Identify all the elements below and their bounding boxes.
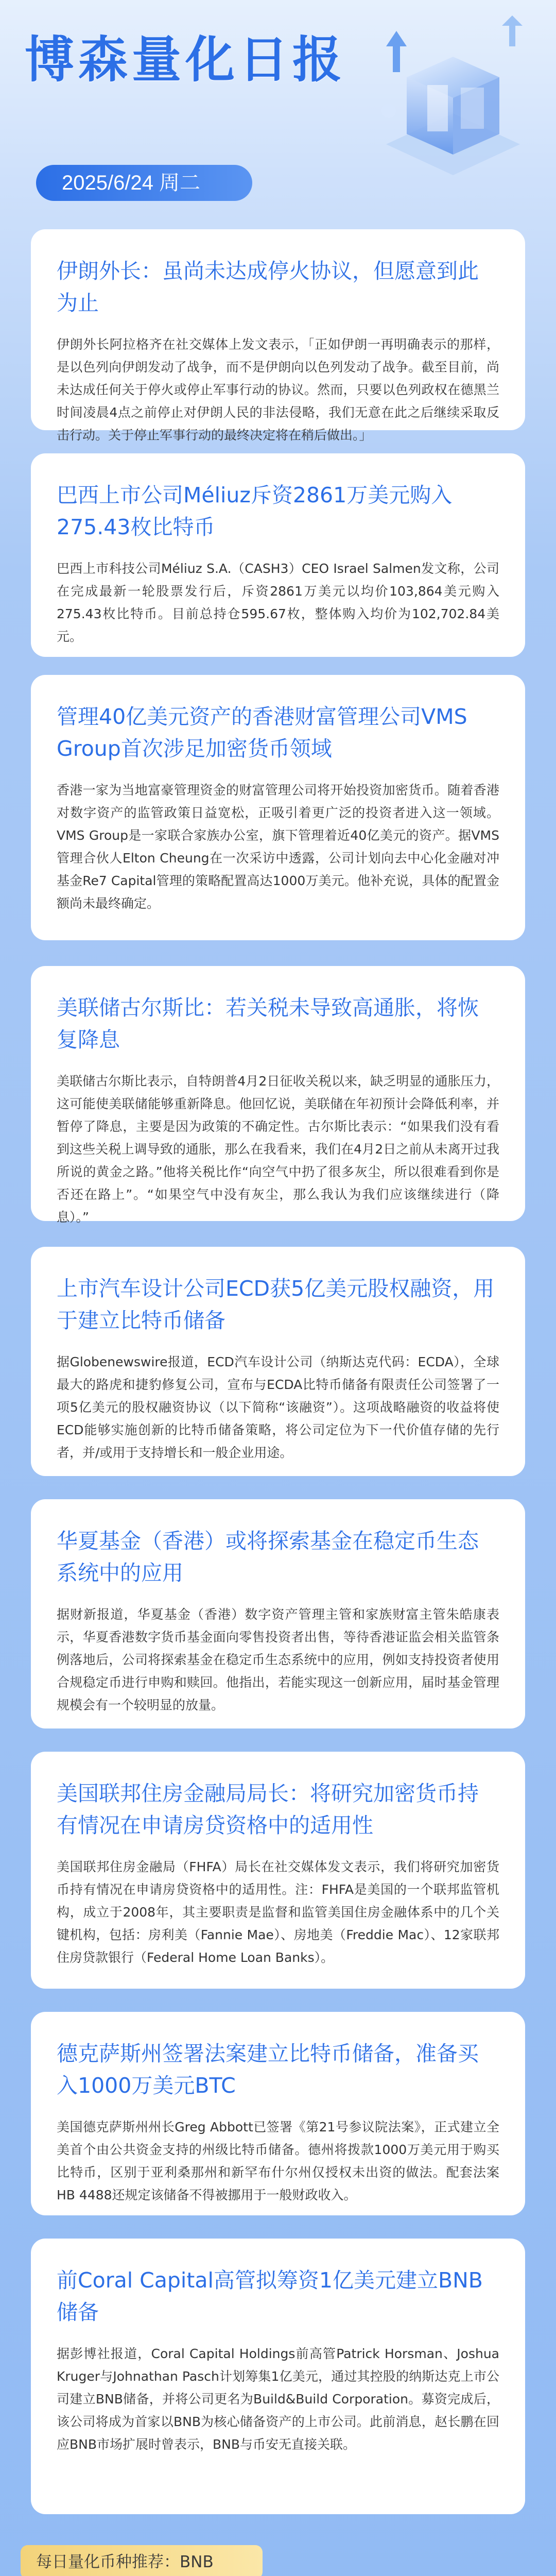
article-card [31,1499,525,1728]
article-title: 上市汽车设计公司ECD获5亿美元股权融资，用于建立比特币储备 [57,1276,495,1333]
article-title: 华夏基金（香港）或将探索基金在稳定币生态系统中的应用 [57,1529,479,1585]
daily-coin-recommendation: 每日量化币种推荐：BNB [21,2545,263,2576]
article-card [31,229,525,443]
article-body: 美国德克萨斯州州长Greg Abbott已签署《第21号参议院法案》，正式建立全美首个由公共资金支持的州级比特币储备。德州将拨款1000万美元用于购买比特币，区别于亚利桑那州和新罕布什尔州仅授权未出资的做法。配套法案HB 4488还规定该储备不得被挪用于一般财政收入。 [57,2120,499,2202]
article-body: 伊朗外长阿拉格齐在社交媒体上发文表示，「正如伊朗一再明确表示的那样，是以色列向伊朗发动了战争，而不是伊朗向以色列发动了战争。截至目前，尚未达成任何关于停火或停止军事行动的协议。然而，只要以色列政权在德黑兰时间凌晨4点之前停止对伊朗人民的非法侵略，我们无意在此之后继续采取反击行动。关于停止军事行动的最终决定将在稍后做出。」 [57,337,499,443]
isometric-cube-illustration [366,15,535,191]
article-body: 据Globenewswire报道，ECD汽车设计公司（纳斯达克代码：ECDA），全球最大的路虎和捷豹修复公司，宣布与ECDA比特币储备有限责任公司签署了一项5亿美元的股权融资协议（以下简称“该融资”）。这项战略融资的收益将使ECD能够实施创新的比特币储备策略，将公司定位为下一代价值存储的先行者，并/或用于支持增长和一般企业用途。 [57,1354,499,1460]
article-card [31,675,525,940]
article-body: 美国联邦住房金融局（FHFA）局长在社交媒体发文表示，我们将研究加密货币持有情况在申请房贷资格中的适用性。注：FHFA是美国的一个联邦监管机构，成立于2008年，其主要职责是监督和监管美国住房金融体系中的几个关键机构，包括：房利美（Fannie Mae）、房地美（Freddie Mac）、12家联邦住房贷款银行（Federal Home Loan Banks）。 [57,1859,499,1965]
article-title: 前Coral Capital高管拟筹资1亿美元建立BNB储备 [57,2268,483,2325]
article-body: 巴西上市科技公司Méliuz S.A.（CASH3）CEO Israel Salmen发文称，公司在完成最新一轮股票发行后，斥资2861万美元以均价103,864美元购入275.43枚比特币。目前总持仓595.67枚，整体购入均价为102,702.84美元。 [57,561,499,644]
article-body: 据财新报道，华夏基金（香港）数字资产管理主管和家族财富主管朱皓康表示，华夏香港数字货币基金面向零售投资者出售，等待香港证监会相关监管条例落地后，公司将探索基金在稳定币生态系统中的应用，例如支持投资者使用合规稳定币进行申购和赎回。他指出，若能实现这一创新应用，届时基金管理规模会有一个较明显的放量。 [57,1607,499,1713]
article-body: 据彭博社报道，Coral Capital Holdings前高管Patrick Horsman、Joshua Kruger与Johnathan Pasch计划筹集1亿美元，通过其控股的纳斯达克上市公司建立BNB储备，并将公司更名为Build&Build Corporation。募资完成后，该公司将成为首家以BNB为核心储备资产的上市公司。此前消息，赵长鹏在回应BNB市场扩展时曾表示，BNB与币安无直接关联。 [57,2346,499,2452]
article-body: 美联储古尔斯比表示，自特朗普4月2日征收关税以来，缺乏明显的通胀压力，这可能使美联储能够重新降息。他回忆说，美联储在年初预计会降低利率，并暂停了降息，主要是因为政策的不确定性。古尔斯比表示：“如果我们没有看到这些关税上调导致的通胀，那么在我看来，我们在4月2日之前从未离开过我所说的黄金之路。”他将关税比作“向空气中扔了很多灰尘，所以很难看到你是否还在路上”。“如果空气中没有灰尘，那么我认为我们应该继续进行（降息）。” [57,1074,499,1225]
article-card [31,453,525,657]
article-title: 德克萨斯州签署法案建立比特币储备，准备买入1000万美元BTC [57,2041,479,2098]
article-title: 美联储古尔斯比：若关税未导致高通胀，将恢复降息 [57,995,479,1052]
brand-title: 博森量化日报 [25,31,346,89]
article-title: 巴西上市公司Méliuz斥资2861万美元购入275.43枚比特币 [57,483,453,539]
article-card [31,2012,525,2215]
header [0,0,556,216]
article-card [31,966,525,1225]
article-card [31,2239,525,2514]
article-card [31,1247,525,1476]
article-title: 伊朗外长：虽尚未达成停火协议，但愿意到此为止 [57,259,479,315]
article-body: 香港一家为当地富豪管理资金的财富管理公司将开始投资加密货币。随着香港对数字资产的监管政策日益宽松，正吸引着更广泛的投资者进入这一领域。VMS Group是一家联合家族办公室，旗下管理着近40亿美元的资产。据VMS管理合伙人Elton Cheung在一次采访中透露，公司计划向去中心化金融对冲基金Re7 Capital管理的策略配置高达1000万美元。他补充说，具体的配置金额尚未最终确定。 [57,783,499,911]
article-title: 管理40亿美元资产的香港财富管理公司VMS Group首次涉足加密货币领域 [57,704,467,761]
date-badge: 2025/6/24 周二 [36,165,252,201]
article-title: 美国联邦住房金融局局长：将研究加密货币持有情况在申请房贷资格中的适用性 [57,1781,479,1838]
article-card [31,1752,525,1989]
